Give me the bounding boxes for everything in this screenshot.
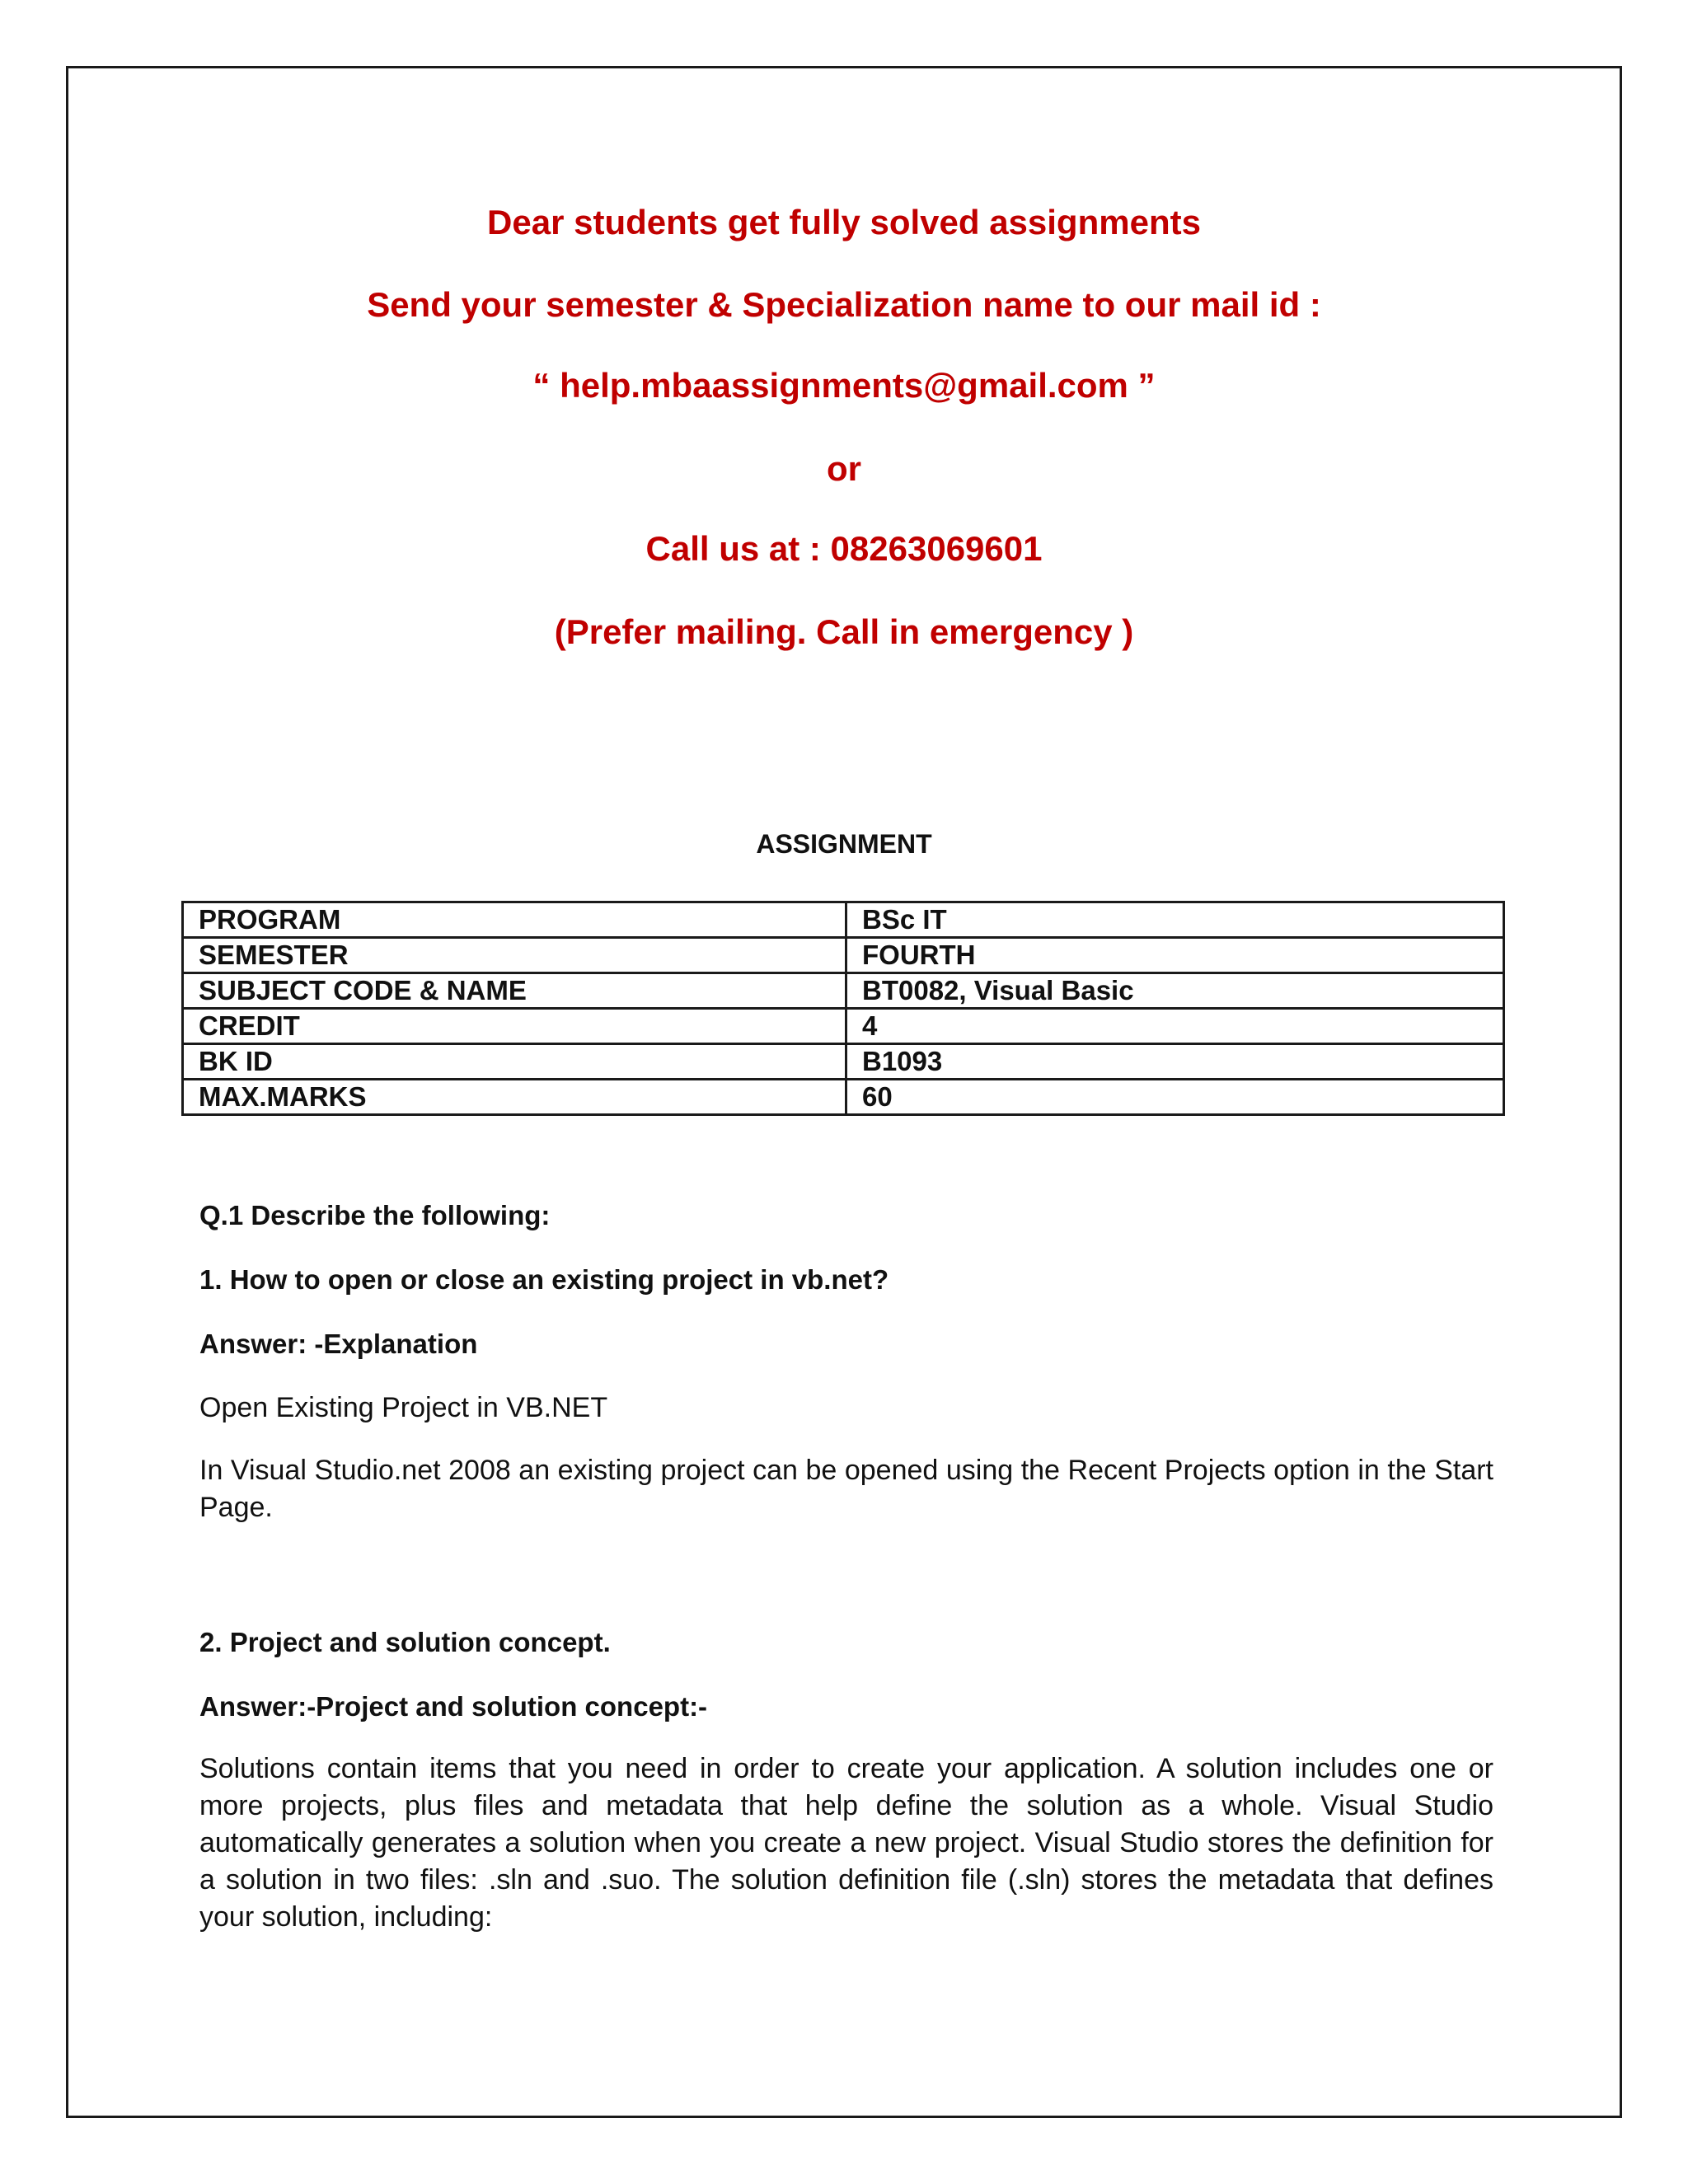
promo-note: (Prefer mailing. Call in emergency ) [554,612,1134,651]
table-row [183,938,1504,973]
answer-1-label: Answer: -Explanation [199,1329,478,1359]
row-value: B1093 [846,1044,1504,1080]
promo-phone: Call us at : 08263069601 [645,529,1043,568]
row-value: BSc IT [846,902,1504,938]
answer-2-label: Answer:-Project and solution concept:- [199,1691,708,1722]
row-key: SEMESTER [183,938,846,973]
open-project-heading: Open Existing Project in VB.NET [199,1392,608,1423]
promo-line-1: Dear students get fully solved assignments [487,203,1201,241]
table-row [183,973,1504,1009]
promo-email: “ help.mbaassignments@gmail.com ” [532,366,1156,405]
row-value: BT0082, Visual Basic [846,973,1504,1009]
row-value: FOURTH [846,938,1504,973]
table-row [183,1044,1504,1080]
assignment-info-table [181,901,1505,1116]
row-key: SUBJECT CODE & NAME [183,973,846,1009]
table-row [183,1080,1504,1115]
row-value: 4 [846,1009,1504,1044]
assignment-title: ASSIGNMENT [756,829,932,859]
row-value: 60 [846,1080,1504,1115]
row-key: PROGRAM [183,902,846,938]
row-key: BK ID [183,1044,846,1080]
row-key: MAX.MARKS [183,1080,846,1115]
open-project-text: In Visual Studio.net 2008 an existing project can be opened using the Recent Projects option in the Start Page. [199,1455,1493,1523]
promo-or: or [827,449,861,488]
solution-paragraph: Solutions contain items that you need in order to create your application. A solution includes one or more projects, plus files and metadata that help define the solution as a whole. Visual Studio automatically generates a solution when you create a new project. Visual Studio stores the definition for a solution in two files: .sln and .suo. The solution definition file (.sln) stores the metadata that defines your solution, including: [199,1753,1493,1933]
promo-line-2: Send your semester & Specialization name to our mail id : [367,285,1321,324]
row-key: CREDIT [183,1009,846,1044]
table-row [183,902,1504,938]
question-1-2: 2. Project and solution concept. [199,1627,611,1657]
question-1-1: 1. How to open or close an existing project in vb.net? [199,1264,889,1295]
question-1-heading: Q.1 Describe the following: [199,1200,551,1230]
table-row [183,1009,1504,1044]
